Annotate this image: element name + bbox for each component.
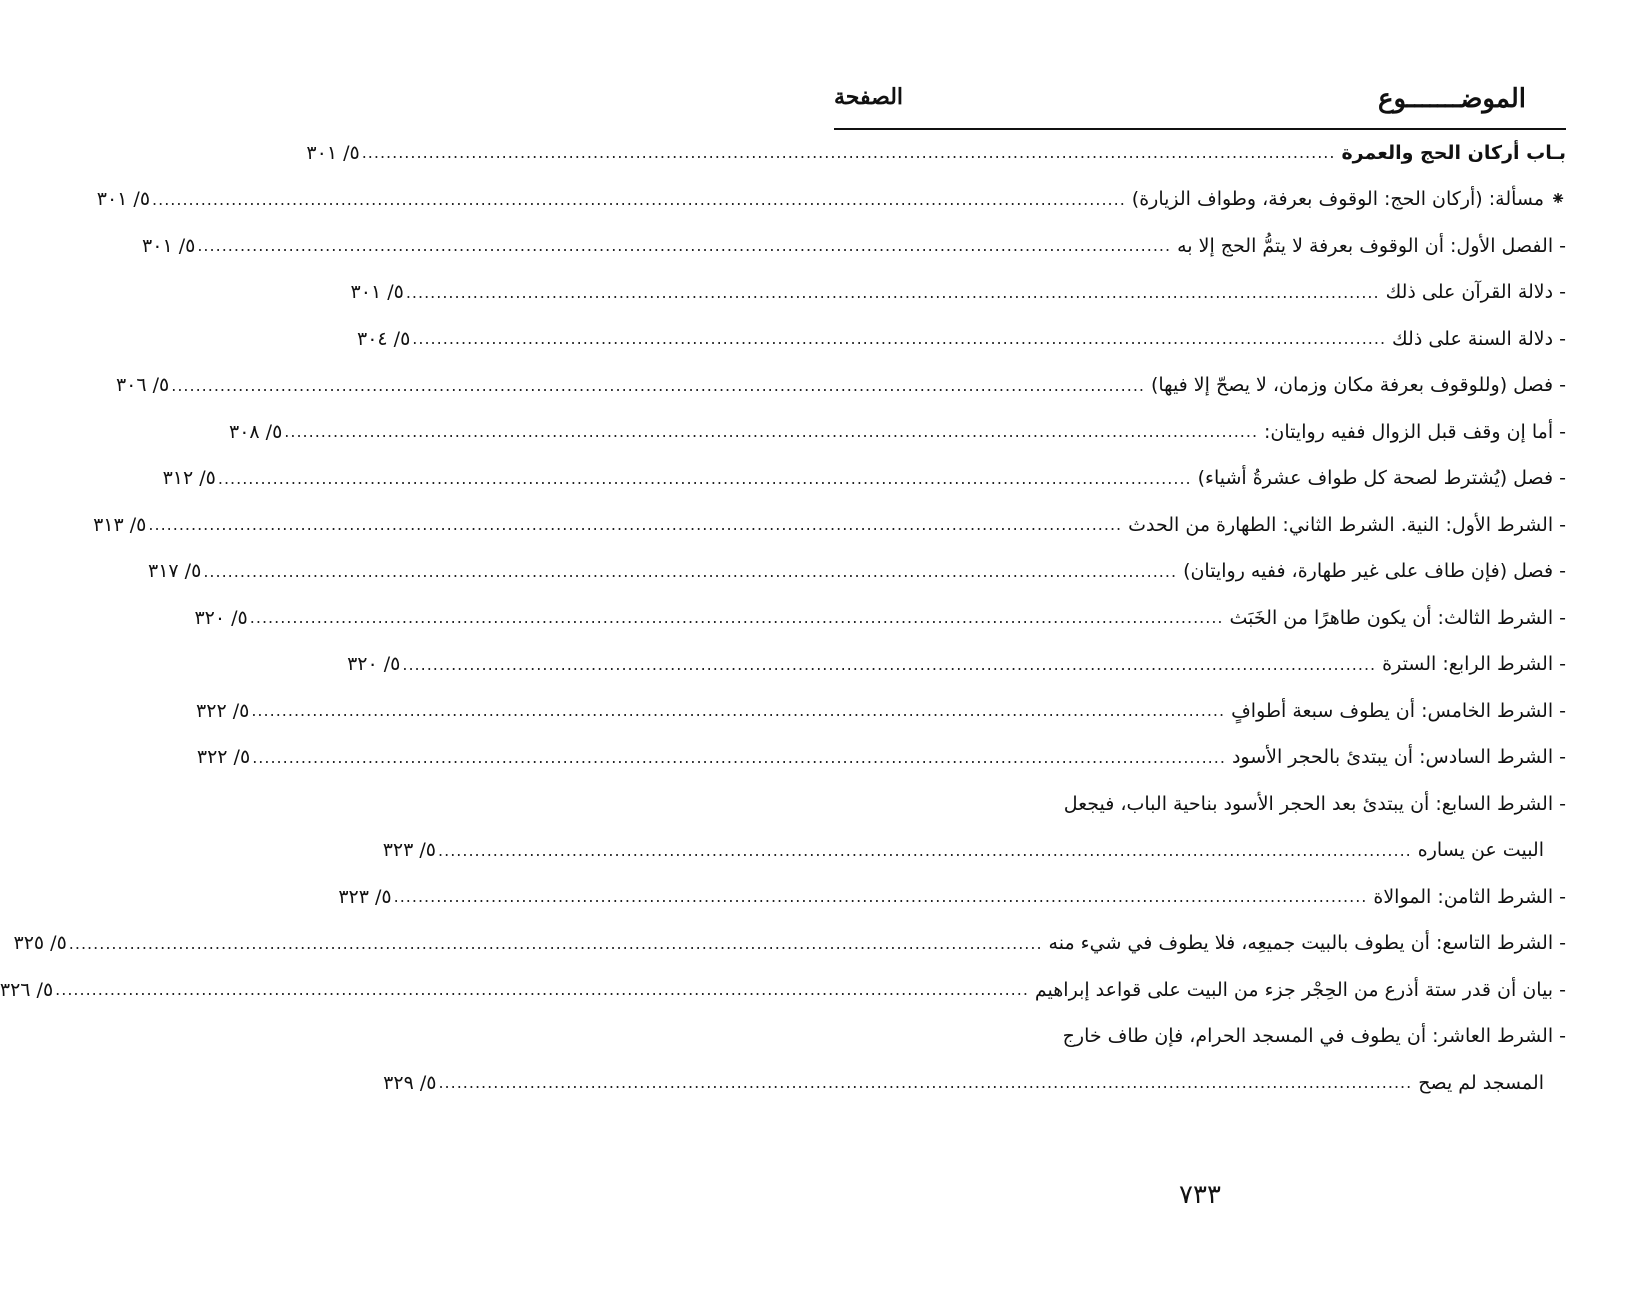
toc-entry-title: - دلالة السنة على ذلك <box>1392 327 1566 350</box>
toc-entry-page-ref: ٥/ ٣٢٢ <box>196 746 251 769</box>
toc-entry <box>306 130 1566 177</box>
toc-entry-title: - فصل (وللوقوف بعرفة مكان وزمان، لا يصحّ إلا فيها) <box>1150 374 1566 397</box>
toc-entry-title: - فصل (يُشترط لصحة كل طواف عشرةُ أشياء) <box>1197 467 1566 490</box>
dot-leader: ................................................................................................................................................................ <box>284 422 1259 442</box>
dot-leader: ................................................................................................................................................................ <box>412 329 1387 349</box>
toc-entry-title: بـاب أركان الحج والعمرة <box>1341 141 1566 164</box>
toc-entry-page-ref: ٥/ ٣٠٤ <box>357 327 411 350</box>
dot-leader: ................................................................................................................................................................ <box>393 887 1368 907</box>
toc-entry <box>115 363 1566 410</box>
toc-entry-page-ref: ٥/ ٣٢٩ <box>383 1071 437 1094</box>
toc-entry <box>13 921 1566 968</box>
dot-leader: ................................................................................................................................................................ <box>152 189 1126 209</box>
dot-leader: ................................................................................................................................................................ <box>197 236 1172 256</box>
toc-entry-page-ref: ٥/ ٣٢٠ <box>194 606 248 629</box>
toc-entry-title: - الشرط الثامن: الموالاة <box>1373 885 1566 908</box>
toc-entry <box>357 316 1566 363</box>
toc-entry-page-ref: ٥/ ٣٠٨ <box>228 420 283 443</box>
page-number: ٧٣٣ <box>1179 1180 1221 1210</box>
toc-entry <box>194 595 1566 642</box>
toc-entry <box>93 502 1566 549</box>
toc-entry-title: - الشرط الرابع: السترة <box>1382 653 1566 676</box>
toc-entry <box>383 1060 1566 1107</box>
dot-leader: ................................................................................................................................................................ <box>361 143 1336 163</box>
toc-entry-page-ref: ٥/ ٣٠١ <box>96 188 151 211</box>
toc-entry-title: البيت عن يساره <box>1417 839 1544 862</box>
toc-entry <box>338 874 1566 921</box>
toc-entry <box>162 456 1566 503</box>
toc-entry-page-ref: ٥/ ٣١٣ <box>93 513 147 536</box>
toc-entry-title: ⁕ مسألة: (أركان الحج: الوقوف بعرفة، وطواف الزيارة) <box>1131 188 1566 211</box>
toc-entry <box>196 688 1566 735</box>
topic-column-heading: الموضـــــــوع <box>1378 84 1526 114</box>
toc-entry-page-ref: ٥/ ٣٢٥ <box>13 932 67 955</box>
toc-entry <box>350 270 1566 317</box>
toc-entry-title: - الشرط السادس: أن يبتدئ بالحجر الأسود <box>1231 746 1566 769</box>
toc-page <box>0 72 1566 1262</box>
toc-entry-page-ref: ٥/ ٣٢٣ <box>338 885 392 908</box>
toc-entry-page-ref: ٥/ ٣٠٦ <box>115 374 170 397</box>
toc-entry-title: - دلالة القرآن على ذلك <box>1385 281 1566 304</box>
toc-entry <box>142 223 1566 270</box>
toc-entry-title: - بيان أن قدر ستة أذرع من الحِجْر جزء من البيت على قواعد إبراهيم <box>1034 978 1566 1001</box>
toc-entry-title: - الشرط التاسع: أن يطوف بالبيت جميعِه، فلا يطوف في شيء منه <box>1048 932 1566 955</box>
toc-entry-title: - الشرط الأول: النية. الشرط الثاني: الطهارة من الحدث <box>1128 513 1566 536</box>
toc-entry-title: - الشرط العاشر: أن يطوف في المسجد الحرام، فإن طاف خارج <box>1062 1025 1566 1048</box>
toc-entry <box>382 828 1566 875</box>
toc-entry-page-ref: ٥/ ٣٠١ <box>350 281 404 304</box>
toc-entry-title: - الشرط الخامس: أن يطوف سبعة أطوافٍ <box>1231 699 1566 722</box>
toc-entry-title: - الشرط الثالث: أن يكون طاهرًا من الخَبَث <box>1229 606 1566 629</box>
dot-leader: ................................................................................................................................................................ <box>438 840 1412 860</box>
toc-entry <box>148 549 1566 596</box>
toc-entry-page-ref: ٥/ ٣٠١ <box>142 234 196 257</box>
dot-leader: ................................................................................................................................................................ <box>249 608 1224 628</box>
toc-list <box>0 130 1566 1107</box>
dot-leader: ................................................................................................................................................................ <box>148 515 1123 535</box>
dot-leader: ................................................................................................................................................................ <box>203 561 1178 581</box>
toc-entry-title: - أما إن وقف قبل الزوال ففيه روايتان: <box>1264 420 1566 443</box>
toc-entry-page-ref: ٥/ ٣١٢ <box>162 467 216 490</box>
dot-leader: ................................................................................................................................................................ <box>251 701 1226 721</box>
toc-entry-title: المسجد لم يصح <box>1418 1071 1544 1094</box>
toc-entry-page-ref: ٥/ ٣٢٦ <box>0 978 54 1001</box>
toc-entry <box>196 735 1566 782</box>
toc-entry-title: - الشرط السابع: أن يبتدئ بعد الحجر الأسود بناحية الباب، فيجعل <box>1063 792 1566 815</box>
toc-entry <box>347 642 1566 689</box>
dot-leader: ................................................................................................................................................................ <box>55 980 1029 1000</box>
toc-entry-page-ref: ٥/ ٣٢٢ <box>196 699 250 722</box>
toc-entry-title: - فصل (فإن طاف على غير طهارة، ففيه روايتان) <box>1183 560 1566 583</box>
toc-entry-page-ref: ٥/ ٣٢٠ <box>347 653 401 676</box>
toc-entry <box>834 781 1566 828</box>
toc-entry-page-ref: ٥/ ٣٠١ <box>306 141 360 164</box>
dot-leader: ................................................................................................................................................................ <box>438 1073 1413 1093</box>
toc-entry-page-ref: ٥/ ٣٢٣ <box>382 839 437 862</box>
toc-entry <box>0 967 1566 1014</box>
dot-leader: ................................................................................................................................................................ <box>68 933 1043 953</box>
dot-leader: ................................................................................................................................................................ <box>402 654 1377 674</box>
dot-leader: ................................................................................................................................................................ <box>405 282 1380 302</box>
toc-entry-page-ref: ٥/ ٣١٧ <box>148 560 202 583</box>
dot-leader: ................................................................................................................................................................ <box>171 375 1145 395</box>
toc-header <box>834 84 1566 128</box>
page-column-heading: الصفحة <box>834 84 904 110</box>
toc-entry <box>834 1014 1566 1061</box>
toc-entry <box>96 177 1566 224</box>
toc-entry <box>228 409 1566 456</box>
dot-leader: ................................................................................................................................................................ <box>252 747 1226 767</box>
toc-entry-title: - الفصل الأول: أن الوقوف بعرفة لا يتمُّ الحج إلا به <box>1177 234 1566 257</box>
dot-leader: ................................................................................................................................................................ <box>217 468 1192 488</box>
